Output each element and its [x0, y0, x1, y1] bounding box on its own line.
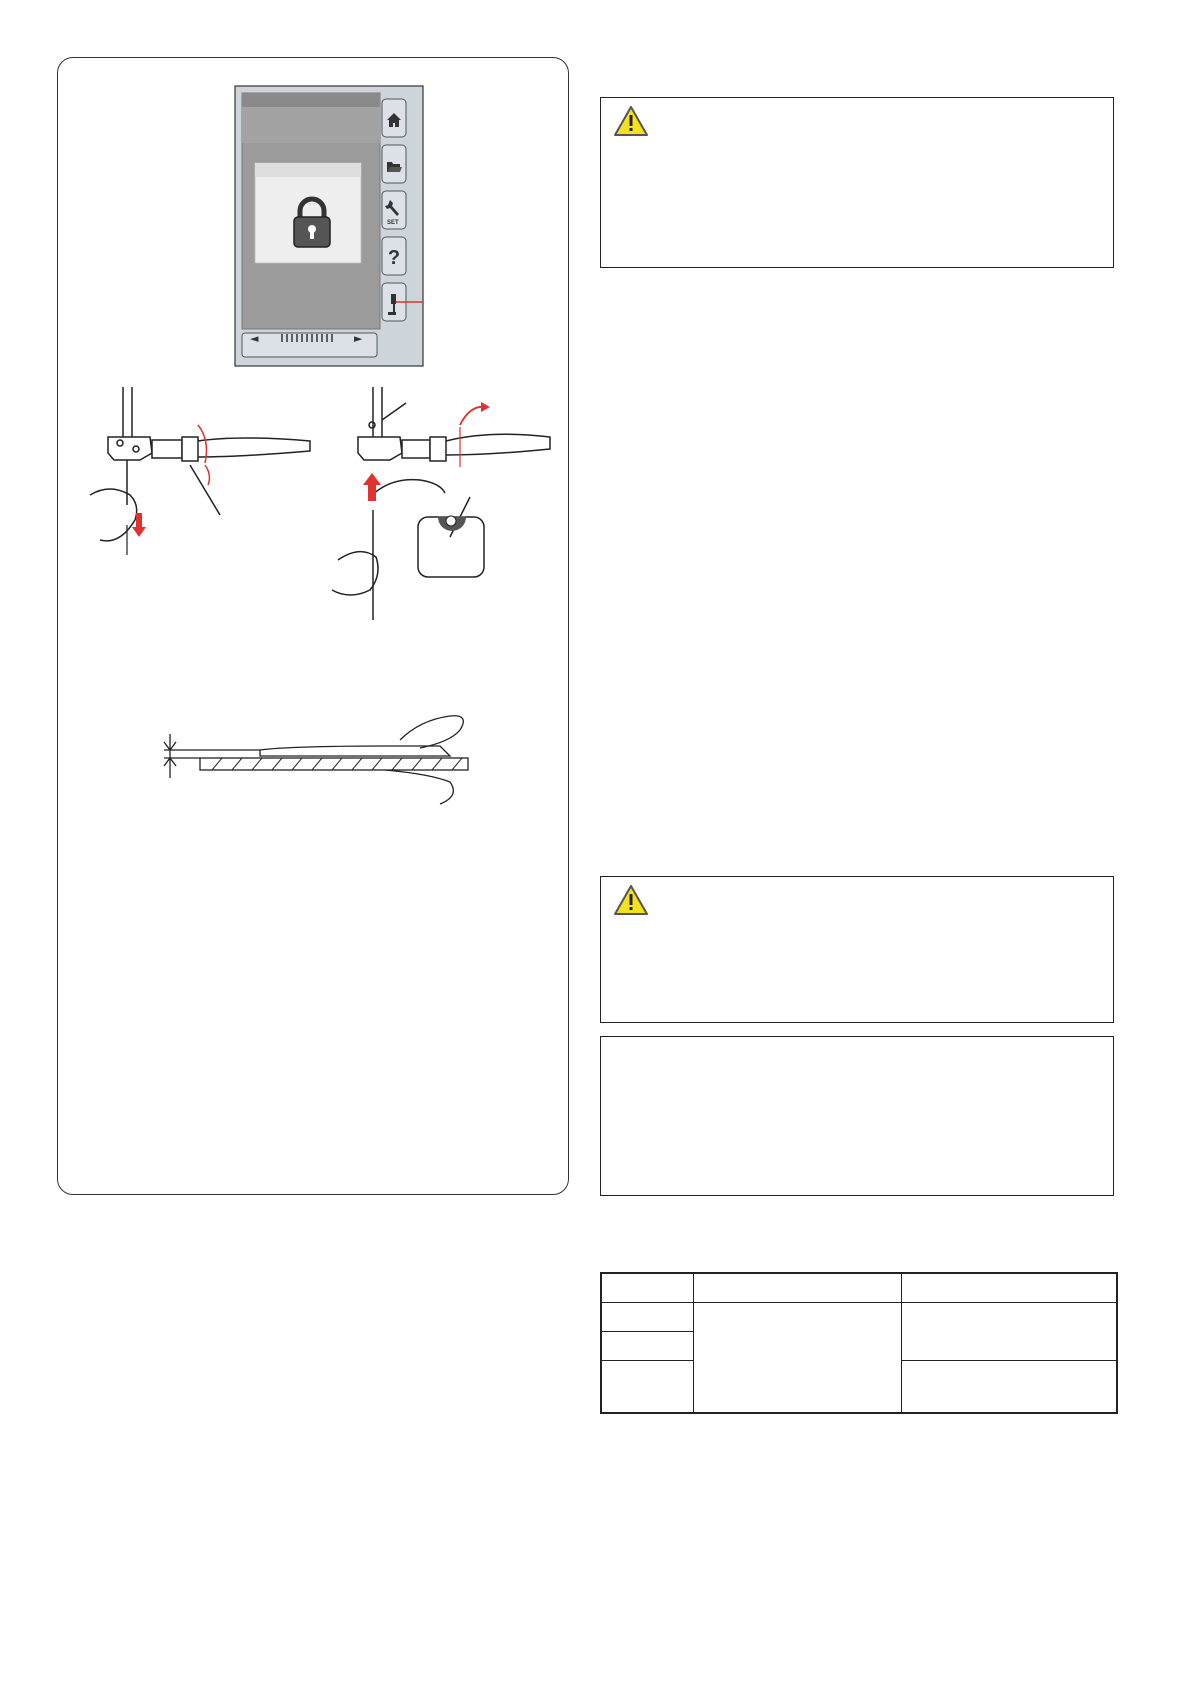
- nav-slider[interactable]: [278, 332, 340, 344]
- needle-removal-illustration: [80, 385, 320, 565]
- warning-triangle-icon: [612, 883, 650, 922]
- warning-box-2: [600, 876, 1114, 1023]
- warning-box-1: [600, 97, 1114, 268]
- nav-right-arrow[interactable]: ►: [354, 332, 363, 345]
- needle-insertion-illustration: [310, 385, 560, 625]
- table-cell: [601, 1360, 694, 1413]
- note-box: [600, 1036, 1114, 1196]
- wrench-set-icon[interactable]: [382, 196, 406, 226]
- warning-triangle-icon: [612, 104, 650, 143]
- padlock-icon: [286, 193, 338, 253]
- table-cell: [601, 1273, 694, 1302]
- svg-text:SET: SET: [387, 220, 399, 226]
- table-header-row: [601, 1273, 1117, 1302]
- needle-fabric-table: [600, 1272, 1118, 1414]
- needle-check-illustration: [150, 700, 480, 810]
- table-cell: [601, 1302, 694, 1331]
- table-cell: [601, 1331, 694, 1360]
- table-row: [601, 1302, 1117, 1331]
- help-icon[interactable]: ?: [387, 247, 401, 269]
- needle-change-icon[interactable]: [382, 288, 422, 318]
- folder-open-icon[interactable]: [382, 154, 406, 178]
- table-cell: [902, 1302, 1118, 1360]
- table-cell: [902, 1360, 1118, 1413]
- table-cell: [694, 1273, 902, 1302]
- home-icon[interactable]: [382, 108, 406, 132]
- nav-left-arrow[interactable]: ◄: [250, 332, 259, 345]
- table-cell: [694, 1302, 902, 1413]
- table-cell: [902, 1273, 1118, 1302]
